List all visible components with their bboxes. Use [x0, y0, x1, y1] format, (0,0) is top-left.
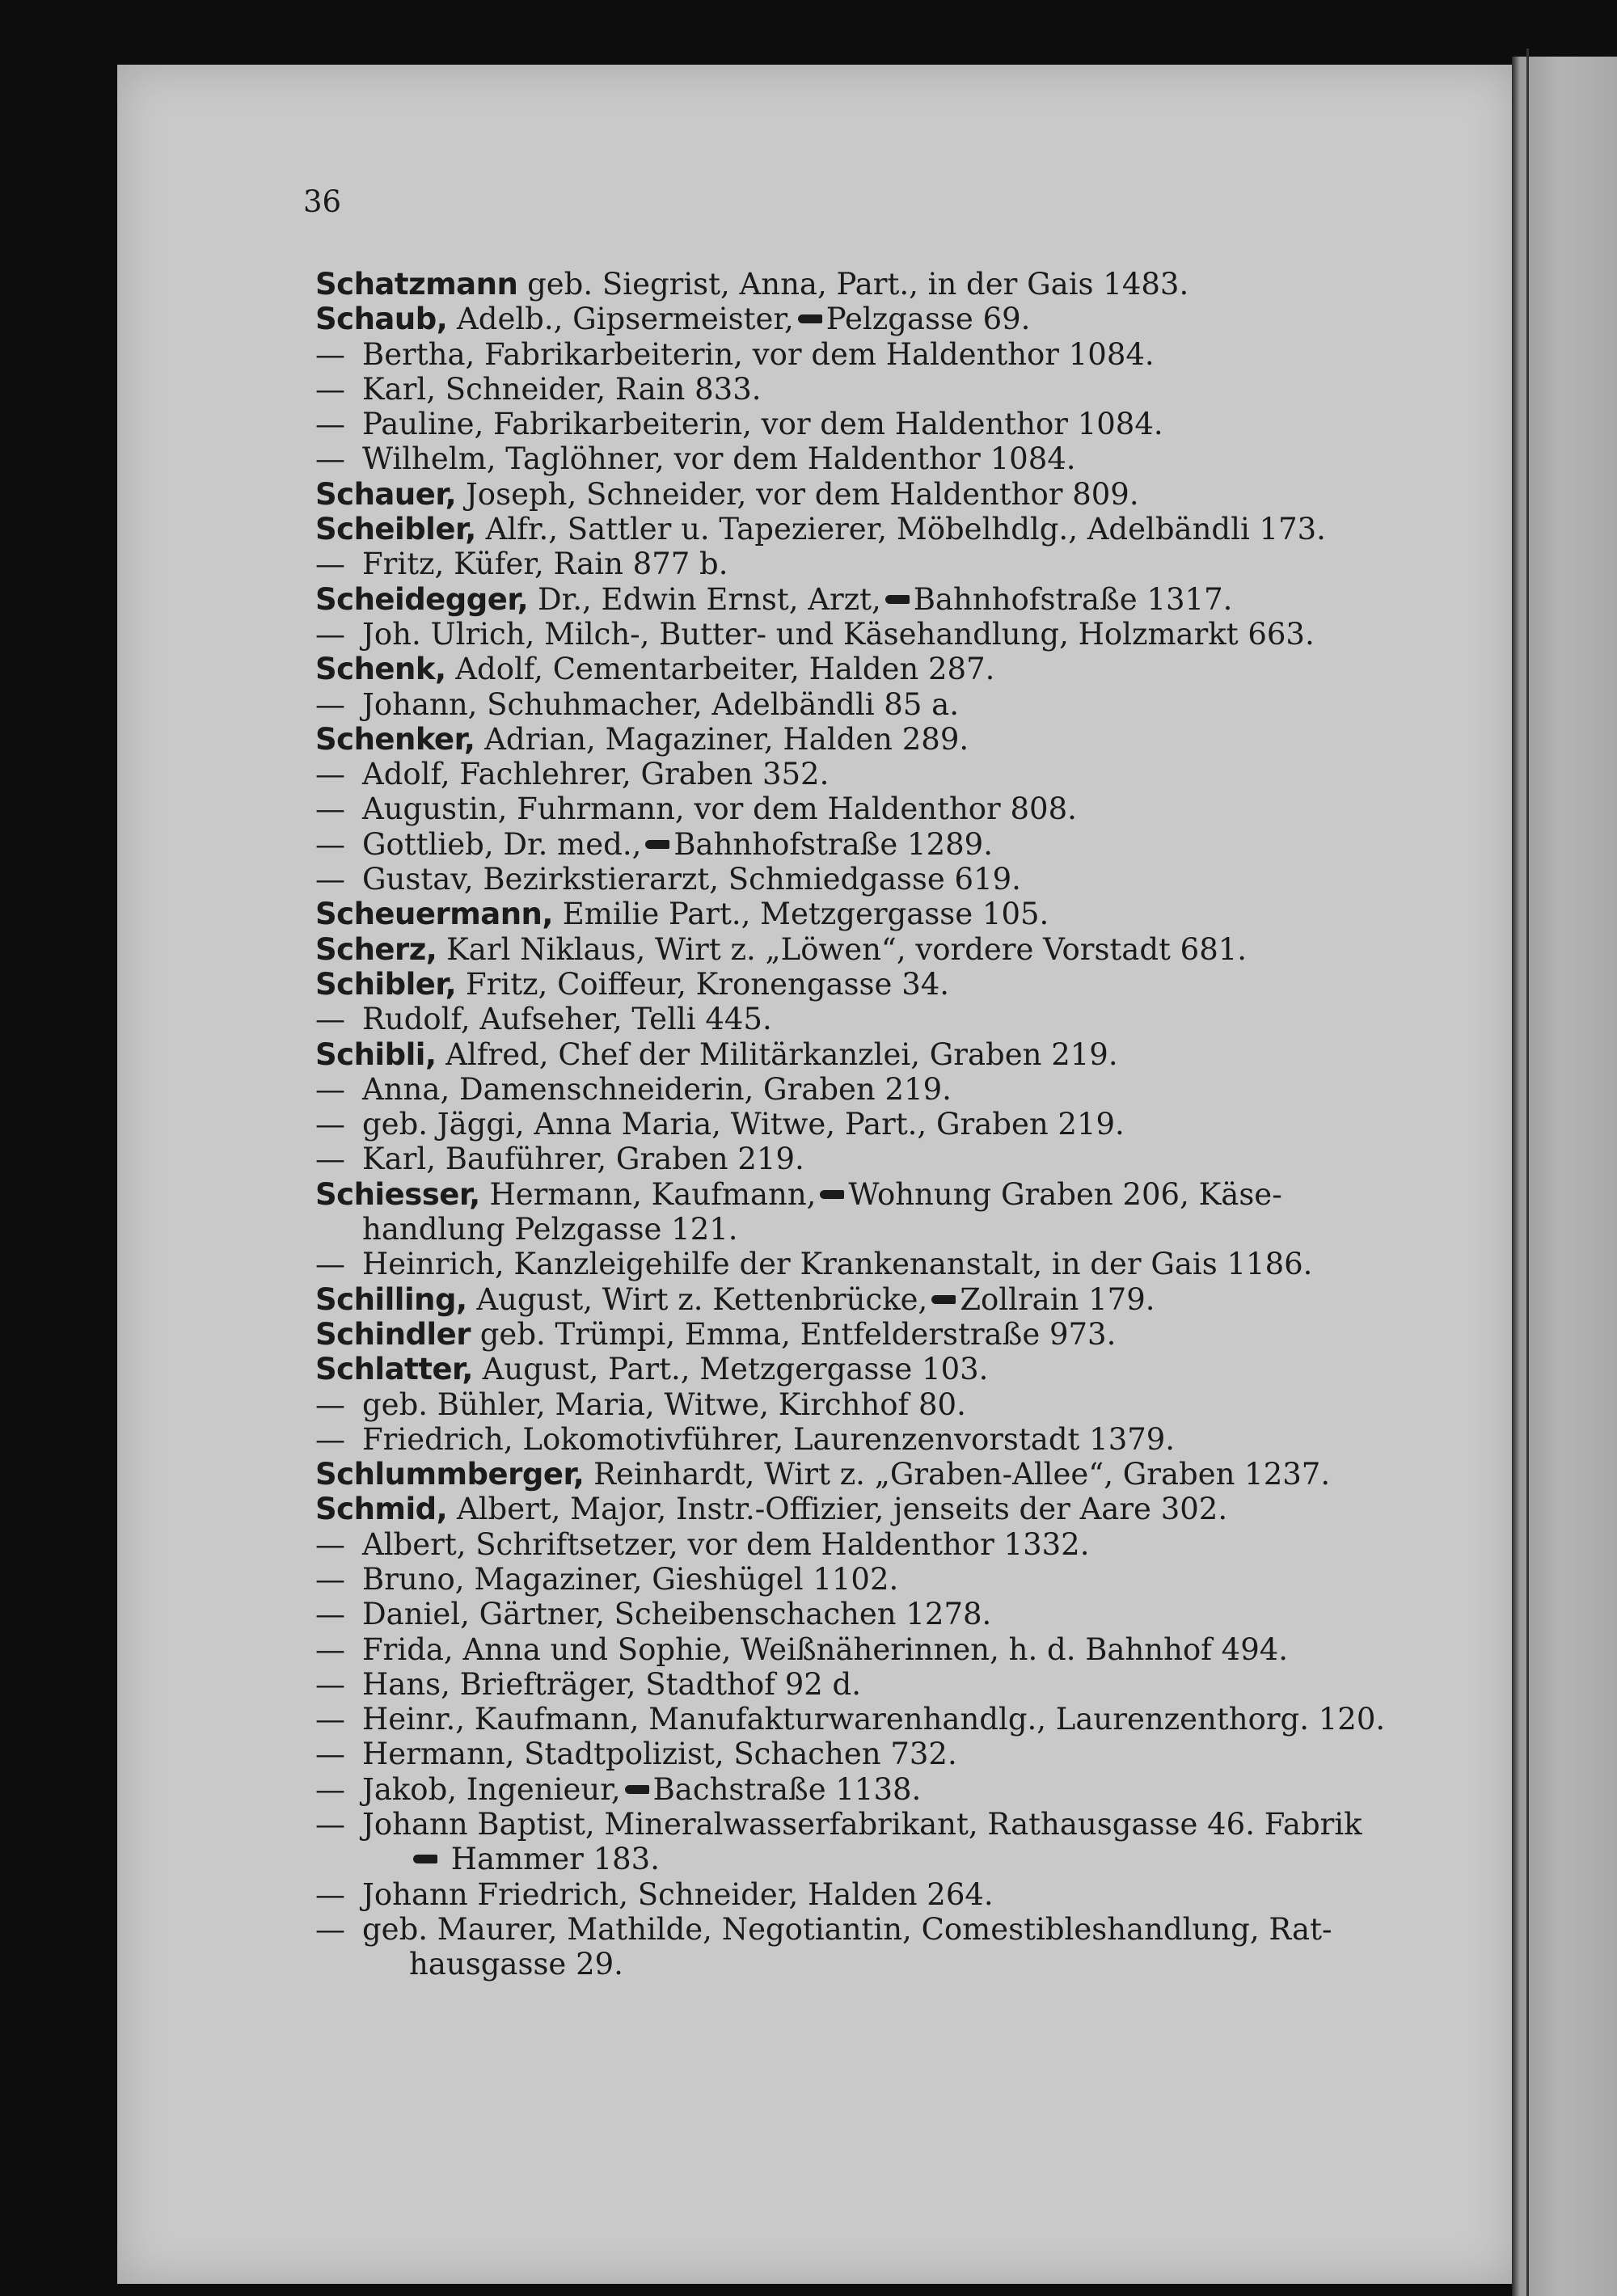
directory-entry — [315, 1597, 1395, 1631]
directory-entry — [315, 1702, 1395, 1737]
directory-entry — [315, 1562, 1395, 1597]
entry-text: Karl, Bauführer, Graben 219. — [362, 1142, 804, 1177]
directory-entry — [315, 407, 1395, 441]
directory-entry — [315, 1072, 1395, 1107]
entry-continuation — [362, 1842, 1395, 1876]
entry-text: Johann Friedrich, Schneider, Halden 264. — [362, 1876, 994, 1912]
entry-text: Joseph, Schneider, vor dem Haldenthor 809. — [465, 476, 1139, 512]
entry-surname: Schaub, — [315, 302, 448, 337]
entry-address: Bahnhofstraße 1317. — [913, 581, 1233, 617]
entry-text: Alfr., Sattler u. Tapezierer, Möbelhdlg., Adelbändli 173. — [485, 512, 1326, 547]
entry-surname: Schibli, — [315, 1036, 437, 1072]
entry-text: Gustav, Bezirkstierarzt, Schmiedgasse 619. — [362, 862, 1021, 897]
entry-dash — [315, 337, 362, 372]
directory-entry — [315, 1282, 1395, 1317]
entry-text: geb. Jäggi, Anna Maria, Witwe, Part., Graben 219. — [362, 1107, 1125, 1142]
entry-surname: Scheidegger, — [315, 581, 529, 617]
telephone-icon — [885, 595, 910, 604]
entry-text: Heinr., Kaufmann, Manufakturwarenhandlg., Laurenzenthorg. 120. — [362, 1702, 1386, 1737]
directory-entry — [315, 441, 1395, 476]
directory-entry — [315, 512, 1395, 547]
directory-entry — [315, 1387, 1395, 1422]
directory-entry — [315, 1317, 1395, 1352]
directory-entry — [315, 687, 1395, 722]
directory-entry — [315, 1632, 1395, 1667]
directory-entry — [315, 1457, 1395, 1492]
entry-continuation — [362, 1947, 1395, 1982]
entry-text: Heinrich, Kanzleigehilfe der Krankenanstalt, in der Gais 1186. — [362, 1247, 1313, 1282]
entry-text: Wilhelm, Taglöhner, vor dem Haldenthor 1084. — [362, 441, 1076, 477]
entry-dash — [315, 617, 362, 652]
entry-dash — [315, 827, 362, 862]
entry-text: geb. Siegrist, Anna, Part., in der Gais 1483. — [527, 267, 1189, 302]
directory-entry — [315, 1002, 1395, 1036]
entry-text: Karl, Schneider, Rain 833. — [362, 371, 762, 407]
entry-text: Rudolf, Aufseher, Telli 445. — [362, 1002, 772, 1037]
directory-entry — [315, 1492, 1395, 1526]
entry-address: Bachstraße 1138. — [652, 1771, 922, 1807]
directory-entry — [315, 1737, 1395, 1771]
directory-entry — [315, 967, 1395, 1002]
entry-dash — [315, 407, 362, 441]
entry-dash — [315, 547, 362, 581]
entry-surname: Schlatter, — [315, 1352, 473, 1387]
entry-dash — [315, 1107, 362, 1142]
directory-entry — [315, 1912, 1395, 1982]
entry-dash — [315, 1667, 362, 1702]
entry-dash — [315, 1877, 362, 1912]
entry-surname: Schenk, — [315, 652, 446, 687]
entry-dash — [315, 1072, 362, 1107]
directory-entry — [315, 1177, 1395, 1247]
entry-text: Albert, Schriftsetzer, vor dem Haldenthor 1332. — [362, 1526, 1090, 1562]
entry-surname: Schenker, — [315, 721, 475, 757]
directory-entry — [315, 1772, 1395, 1807]
entry-dash — [315, 1632, 362, 1667]
entry-text: geb. Maurer, Mathilde, Negotiantin, Comestibleshandlung, Rat- — [362, 1911, 1332, 1947]
directory-entry — [315, 757, 1395, 791]
entry-text: Emilie Part., Metzgergasse 105. — [562, 897, 1049, 932]
entry-text: Gottlieb, Dr. med., — [362, 826, 642, 862]
entry-continuation — [315, 1212, 1395, 1247]
spine-edge — [1526, 49, 1529, 2296]
entry-dash — [315, 1807, 362, 1842]
entry-text: Daniel, Gärtner, Scheibenschachen 1278. — [362, 1597, 992, 1632]
entry-text: Frida, Anna und Sophie, Weißnäherinnen, h. d. Bahnhof 494. — [362, 1631, 1289, 1667]
telephone-icon — [820, 1190, 844, 1199]
entry-continuation-text: Hammer 183. — [450, 1842, 660, 1877]
directory-entry — [315, 862, 1395, 897]
entry-text: Hermann, Kaufmann, — [489, 1176, 817, 1212]
entry-surname: Scheuermann, — [315, 897, 553, 932]
entry-surname: Schlummberger, — [315, 1457, 585, 1492]
entry-dash — [315, 1142, 362, 1176]
entry-surname: Schauer, — [315, 476, 457, 512]
entry-surname: Schmid, — [315, 1492, 448, 1527]
entry-dash — [315, 1422, 362, 1457]
entry-text: Adolf, Fachlehrer, Graben 352. — [362, 757, 830, 792]
directory-entry — [315, 547, 1395, 581]
entry-text: Joh. Ulrich, Milch-, Butter- und Käsehandlung, Holzmarkt 663. — [362, 616, 1315, 652]
entry-text: Bertha, Fabrikarbeiterin, vor dem Haldenthor 1084. — [362, 336, 1155, 372]
directory-entry — [315, 302, 1395, 336]
entry-dash — [315, 791, 362, 826]
directory-entry — [315, 1037, 1395, 1072]
entry-text: Alfred, Chef der Militärkanzlei, Graben 219. — [445, 1036, 1118, 1072]
entry-text: Anna, Damenschneiderin, Graben 219. — [362, 1071, 952, 1107]
entry-dash — [315, 1527, 362, 1562]
telephone-icon — [645, 840, 669, 849]
entry-address: Bahnhofstraße 1289. — [673, 826, 993, 862]
entry-text: Jakob, Ingenieur, — [362, 1771, 621, 1807]
entry-dash — [315, 1737, 362, 1771]
entry-surname: Scherz, — [315, 931, 437, 967]
entry-dash — [315, 1702, 362, 1737]
entry-text: geb. Bühler, Maria, Witwe, Kirchhof 80. — [362, 1386, 966, 1422]
directory-entry — [315, 1422, 1395, 1457]
entry-dash — [315, 1002, 362, 1036]
directory-entry — [315, 617, 1395, 652]
entry-text: August, Part., Metzgergasse 103. — [482, 1352, 989, 1387]
directory-entry — [315, 582, 1395, 617]
entry-text: August, Wirt z. Kettenbrücke, — [476, 1281, 928, 1317]
entry-text: Friedrich, Lokomotivführer, Laurenzenvorstadt 1379. — [362, 1421, 1176, 1457]
directory-entry — [315, 897, 1395, 931]
directory-entry — [315, 932, 1395, 967]
telephone-icon — [413, 1855, 437, 1863]
entry-text: Augustin, Fuhrmann, vor dem Haldenthor 808. — [362, 791, 1077, 827]
directory-entry — [315, 791, 1395, 826]
entry-surname: Schatzmann — [315, 267, 518, 302]
entry-surname: Schiesser, — [315, 1176, 480, 1212]
entry-text: Johann, Schuhmacher, Adelbändli 85 a. — [362, 686, 959, 722]
entry-continuation-text: hausgasse 29. — [409, 1947, 623, 1982]
entry-surname: Scheibler, — [315, 512, 476, 547]
entry-text: Adrian, Magaziner, Halden 289. — [484, 721, 969, 757]
directory-entry — [315, 722, 1395, 757]
entry-dash — [315, 1912, 362, 1947]
directory-entry — [315, 1142, 1395, 1176]
entry-address: Wohnung Graben 206, Käse- — [848, 1176, 1282, 1212]
entry-address: Zollrain 179. — [960, 1281, 1155, 1317]
entry-text: Fritz, Küfer, Rain 877 b. — [362, 547, 728, 582]
directory-entry — [315, 337, 1395, 372]
directory-entry — [315, 1877, 1395, 1912]
entry-text: Johann Baptist, Mineralwasserfabrikant, Rathausgasse 46. Fabrik — [362, 1807, 1362, 1842]
entry-text: Hans, Briefträger, Stadthof 92 d. — [362, 1666, 861, 1702]
directory-entry — [315, 477, 1395, 512]
entry-dash — [315, 1772, 362, 1807]
entry-continuation-text: handlung Pelzgasse 121. — [362, 1212, 738, 1247]
directory-entry — [315, 1527, 1395, 1562]
directory-entry — [315, 1247, 1395, 1281]
directory-entries — [315, 267, 1395, 1982]
directory-entry — [315, 267, 1395, 302]
entry-address: Pelzgasse 69. — [825, 302, 1031, 337]
directory-entry — [315, 372, 1395, 407]
telephone-icon — [931, 1295, 956, 1304]
entry-text: geb. Trümpi, Emma, Entfelderstraße 973. — [479, 1316, 1117, 1352]
directory-entry — [315, 652, 1395, 686]
entry-text: Bruno, Magaziner, Gieshügel 1102. — [362, 1561, 899, 1597]
entry-text: Reinhardt, Wirt z. „Graben-Allee“, Graben 1237. — [593, 1457, 1331, 1492]
entry-text: Pauline, Fabrikarbeiterin, vor dem Haldenthor 1084. — [362, 407, 1163, 442]
entry-text: Adelb., Gipsermeister, — [457, 302, 794, 337]
entry-dash — [315, 1562, 362, 1597]
entry-text: Hermann, Stadtpolizist, Schachen 732. — [362, 1737, 957, 1772]
entry-dash — [315, 372, 362, 407]
telephone-icon — [798, 314, 822, 323]
entry-dash — [315, 687, 362, 722]
entry-text: Karl Niklaus, Wirt z. „Löwen“, vordere Vorstadt 681. — [446, 931, 1248, 967]
entry-dash — [315, 441, 362, 476]
page-number: 36 — [303, 184, 342, 219]
directory-entry — [315, 1807, 1395, 1877]
entry-dash — [315, 757, 362, 791]
directory-entry — [315, 1352, 1395, 1386]
entry-dash — [315, 1597, 362, 1631]
entry-dash — [315, 1247, 362, 1281]
entry-surname: Schibler, — [315, 966, 457, 1002]
entry-surname: Schilling, — [315, 1281, 467, 1317]
entry-text: Albert, Major, Instr.-Offizier, jenseits der Aare 302. — [456, 1492, 1228, 1527]
entry-text: Dr., Edwin Ernst, Arzt, — [537, 581, 881, 617]
telephone-icon — [625, 1785, 649, 1794]
directory-entry — [315, 1667, 1395, 1702]
entry-dash — [315, 862, 362, 897]
entry-text: Adolf, Cementarbeiter, Halden 287. — [455, 652, 995, 687]
entry-text: Fritz, Coiffeur, Kronengasse 34. — [466, 966, 950, 1002]
entry-surname: Schindler — [315, 1316, 471, 1352]
entry-dash — [315, 1387, 362, 1422]
directory-entry — [315, 1107, 1395, 1142]
directory-entry — [315, 827, 1395, 862]
